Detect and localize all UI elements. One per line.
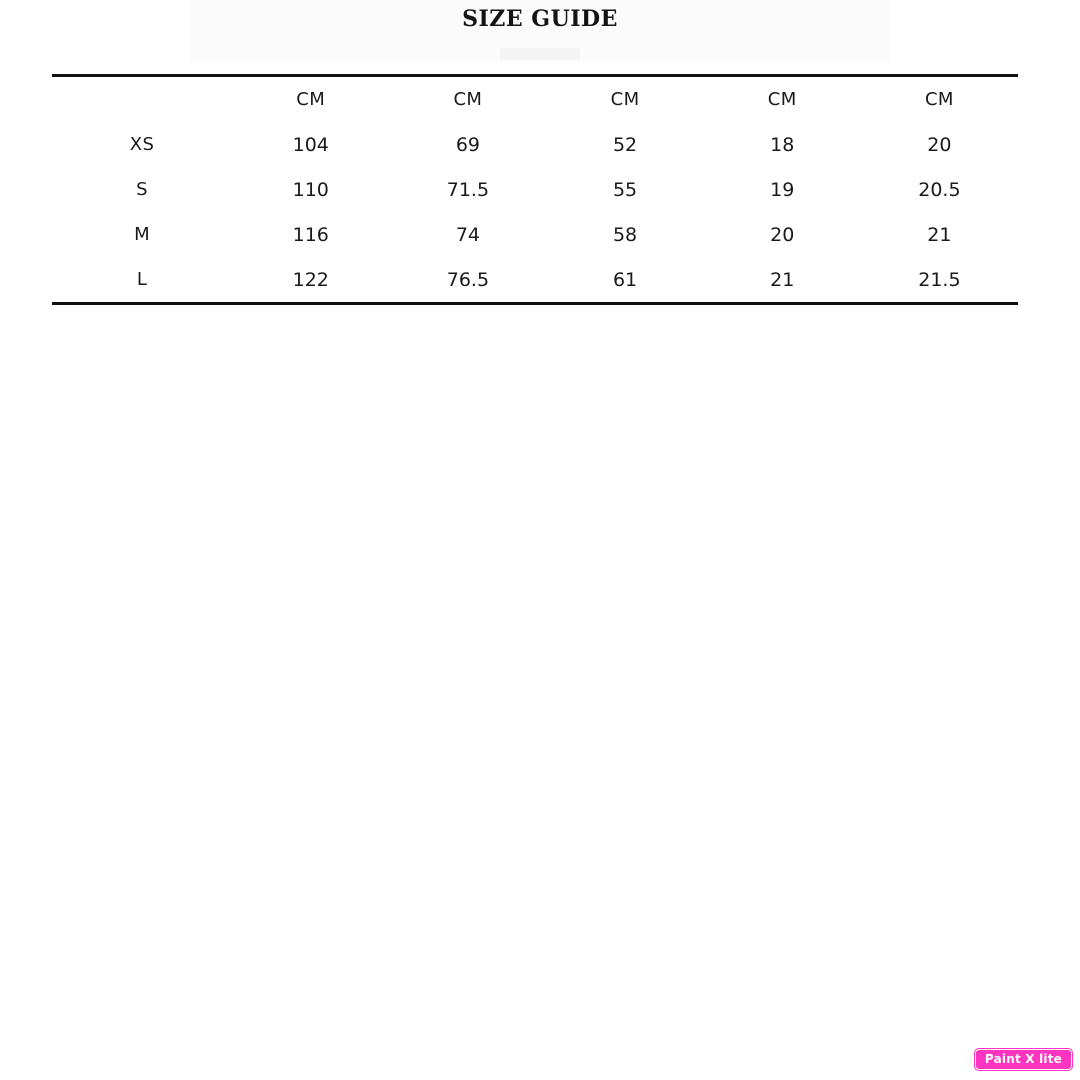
row-size-label: M: [134, 224, 151, 245]
cell-value: 104: [292, 133, 329, 156]
background-artifact-text: [500, 48, 580, 60]
cell-value: 20: [770, 223, 795, 246]
cell-value: 20: [927, 133, 952, 156]
cell-value: 74: [455, 223, 480, 246]
cell-value: 19: [770, 178, 795, 201]
cell-value: 18: [770, 133, 795, 156]
column-header-unit-2: CM: [453, 89, 483, 110]
cell-value: 110: [292, 178, 329, 201]
table-header: [52, 76, 1018, 123]
row-size-label: XS: [129, 134, 155, 155]
size-guide-table: [52, 74, 1018, 305]
cell-value: 58: [612, 223, 638, 246]
column-header-unit-1: CM: [296, 89, 326, 110]
cell-value: 76.5: [446, 268, 490, 291]
row-size-label: L: [136, 269, 148, 290]
column-header-unit-5: CM: [924, 89, 954, 110]
table-row: [52, 257, 1018, 304]
cell-value: 71.5: [446, 178, 490, 201]
app-watermark-badge: Paint X lite: [975, 1049, 1072, 1070]
cell-value: 21: [927, 223, 952, 246]
cell-value: 52: [612, 133, 638, 156]
cell-value: 21: [770, 268, 795, 291]
column-header-size: [52, 76, 232, 123]
table-row: [52, 122, 1018, 167]
table-row: [52, 212, 1018, 257]
cell-value: 55: [612, 178, 638, 201]
cell-value: 116: [292, 223, 329, 246]
table-row: [52, 167, 1018, 212]
cell-value: 20.5: [918, 178, 961, 201]
table-body: [52, 122, 1018, 304]
column-header-unit-3: CM: [610, 89, 640, 110]
cell-value: 21.5: [918, 268, 961, 291]
column-header-unit-4: CM: [767, 89, 797, 110]
cell-value: 122: [292, 268, 329, 291]
table-header-row: [52, 76, 1018, 123]
size-guide-table-container: [52, 74, 1018, 305]
cell-value: 69: [455, 133, 480, 156]
cell-value: 61: [612, 268, 638, 291]
page-title: SIZE GUIDE: [462, 6, 618, 32]
row-size-label: S: [136, 179, 149, 200]
